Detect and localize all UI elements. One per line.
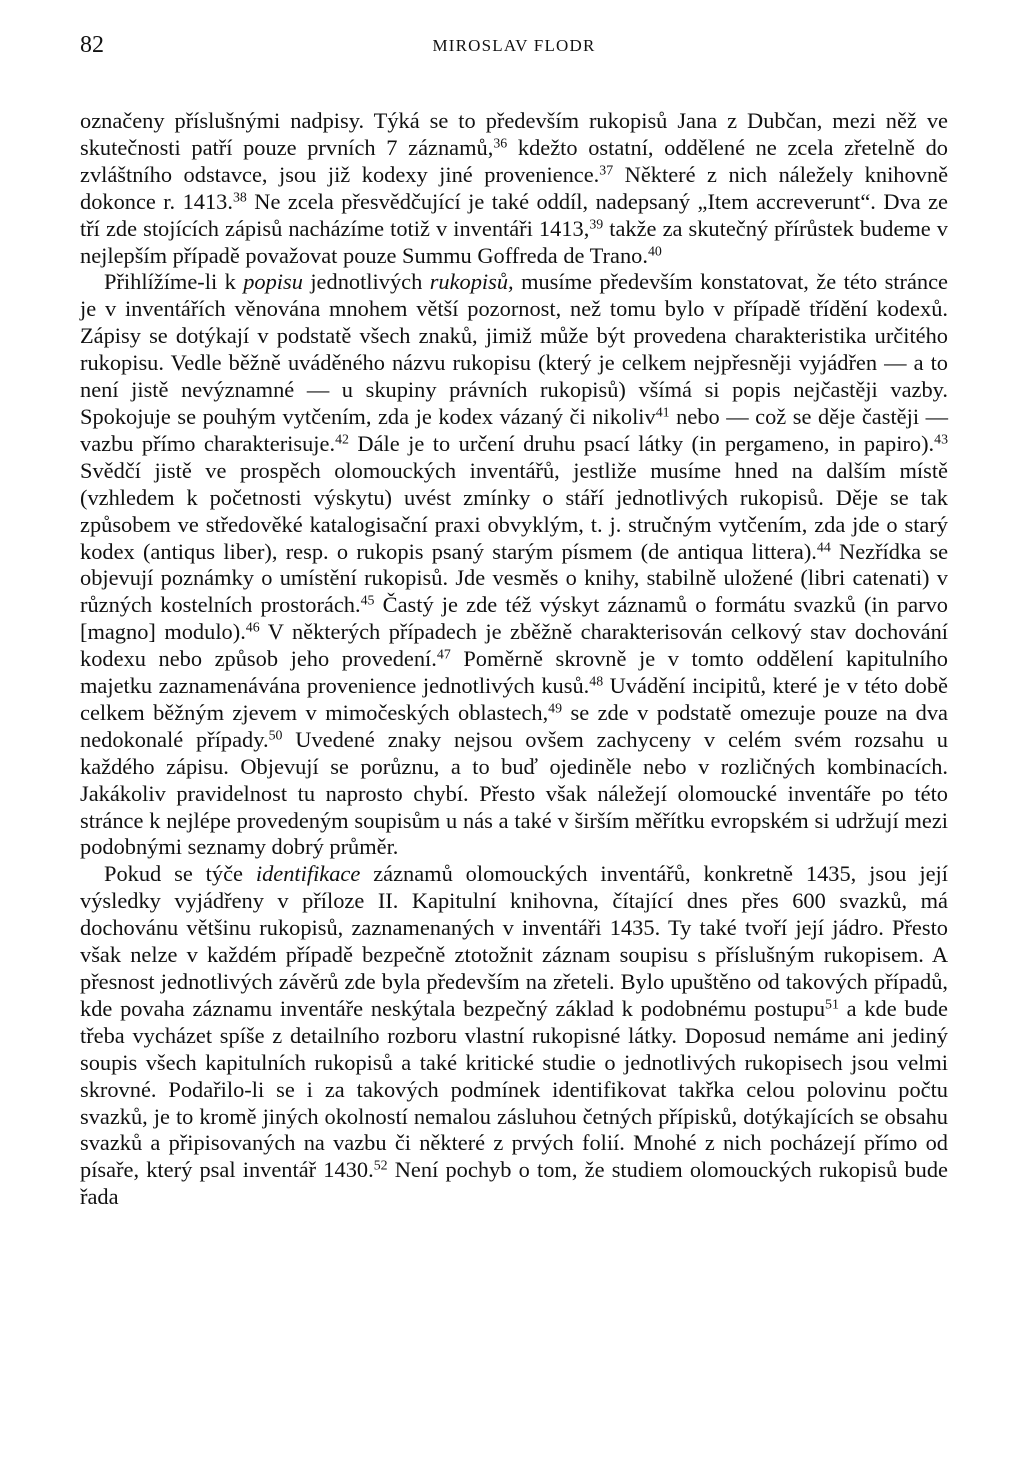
footnote-ref: 49 [548,701,563,717]
footnote-ref: 43 [934,432,949,448]
book-page [80,30,948,1211]
italic-term: identifikace [255,861,361,887]
text-run: Uvádění incipitů, které je v této době celkem běžným zjevem v mimočeských oblastech, [80,673,949,725]
footnote-ref: 52 [373,1158,388,1174]
footnote-ref: 41 [655,405,670,421]
text-run: takže za skutečný přírůstek budeme v nejlepším případě považovat pouze Summu Goffreda de Trano. [80,215,949,268]
text-run: Častý je zde též výskyt záznamů o formátu svazků (in parvo [magno] modulo). [80,592,949,645]
text-run: nebo — což se děje častěji — vazbu přímo charakterisuje. [80,403,948,456]
text-run: a kde bude třeba vycházet spíše z detailního rozboru vlastní rukopisné látky. Doposud nemáme ani jediný soupis všech kapitulních rukopisů a také kritické studie o jednotlivých rukopisech jsou velmi skrovné. Podařilo-li se i za takových podmínek identifikovat takřka celou polovinu počtu svazků, je to kromě jiných okolností nemalou zásluhou četných přípisků, dotýkajících se obsahu svazků a připisovaných na vazbu či některé z prvých folií. Mnohé z nich pocházejí přímo od písaře, který psal inventář 1430. [80,995,948,1183]
body-text [80,108,948,1211]
text-run: Pokud se týče [104,861,256,887]
footnote-ref: 39 [589,217,604,232]
footnote-ref: 40 [647,243,662,259]
text-run: V některých případech je zběžně charakterisován celkový stav dochování kodexu nebo způsob jeho provedení. [80,619,948,672]
text-run: Některé z nich náležely knihovně dokonce r. 1413. [80,161,949,214]
page-number: 82 [80,32,104,58]
text-run: Svědčí jistě ve prospěch olomouckých inventářů, jestliže musíme hned na dalším místě (vzhledem k početnosti výskytu) uvést zmínky o stáří jednotlivých rukopisů. Děje se tak způsobem ve středověké katalogisační praxi obvyklým, t. j. stručným vytčením, zda jde o starý kodex (antiqus liber), resp. o rukopis psaný starým písmem (de antiqua littera). [80,457,948,564]
text-run: Dále je to určení druhu psací látky (in pergameno, in papiro). [348,430,935,456]
text-run: Nezřídka se objevují poznámky o umístění rukopisů. Jde vesměs o knihy, stabilně uložené (libri catenati) v různých kostelních prostorách. [80,538,949,618]
text-run: musíme především konstatovat, že této stránce je v inventářích věnována mnohem větší pozornost, než tomu bylo v případě třídění kodexů. Zápisy se dotýkají v podstatě všech znaků, jimiž může být provedena charakteristika určitého rukopisu. Vedle běžně uváděného názvu rukopisu (který je celkem nejpřesněji vyjádřen — a to není jistě nevýznamné — u skupiny právních rukopisů) všímá si popis nejčastěji vazby. Spokojuje se pouhým vytčením, zda je kodex vázaný či nikoliv [80,269,948,429]
text-run: kdežto ostatní, oddělené ne zcela zřetelně do zvláštního odstavce, jsou již kodexy jiné provenience. [80,134,949,187]
text-run: Uvedené znaky nejsou ovšem zachyceny v celém svém rozsahu u každého zápisu. Objevují se porůznu, a to buď ojediněle nebo v rozličných kombinacích. Jakákoliv pravidelnost tu naprosto chybí. Přesto však náležejí olomoucké inventáře po této stránce k nejlépe provedeným soupisům u nás a také v širším měřítku evropském si udržují mezi podobnými seznamy dobrý průměr. [80,726,948,860]
paragraph-2 [80,269,948,861]
footnote-ref: 50 [268,728,283,744]
paragraph-3 [80,861,948,1211]
text-run: Není pochyb o tom, že studiem olomouckých rukopisů bude řada [80,1157,948,1210]
running-title: MIROSLAV FLODR [432,36,596,55]
footnote-ref: 44 [816,539,831,555]
text-run: záznamů olomouckých inventářů, konkretně 1435, jsou její výsledky vyjádřeny v příloze II. Kapitulní knihovna, čítající dnes přes 600 svazků, má dochovánu většinu rukopisů, zaznamenaných v inventáři 1435. Ty také tvoří její jádro. Přesto však nelze v každém případě bezpečně ztotožnit záznam soupisu s příslušným rukopisem. A přesnost jednotlivých závěrů zde byla především na zřeteli. Bylo upuštěno od takových případů, kde povaha záznamu inventáře neskýtala bezpečný základ k podobnému postupu [80,861,948,1021]
text-run: Poměrně skrovně je v tomto oddělení kapitulního majetku zaznamenávána provenience jednotlivých kusů. [80,646,948,699]
text-run: Přihlížíme-li k [104,269,244,295]
paragraph-1 [80,108,948,269]
text-run: Ne zcela přesvědčující je také oddíl, nadepsaný „Item accreverunt“. Dva ze tří zde stojících zápisů nacházíme totiž v inventáři 1413, [80,188,948,241]
running-head [80,30,948,64]
text-run: označeny příslušnými nadpisy. Týká se to především rukopisů Jana z Dubčan, mezi něž ve skutečnosti patří pouze prvních 7 záznamů, [80,108,948,160]
footnote-ref: 48 [589,674,604,690]
footnote-ref: 51 [825,997,839,1013]
footnote-ref: 38 [232,190,247,206]
text-run: jednotlivých [302,269,430,295]
footnote-ref: 45 [360,593,375,609]
footnote-ref: 37 [599,163,614,179]
text-run: se zde v podstatě omezuje pouze na dva nedokonalé případy. [80,699,948,752]
footnote-ref: 47 [436,647,451,663]
footnote-ref: 46 [245,620,260,636]
footnote-ref: 36 [493,136,508,152]
italic-term: popisu [243,269,303,295]
italic-term: rukopisů, [429,269,514,295]
footnote-ref: 42 [335,432,349,448]
